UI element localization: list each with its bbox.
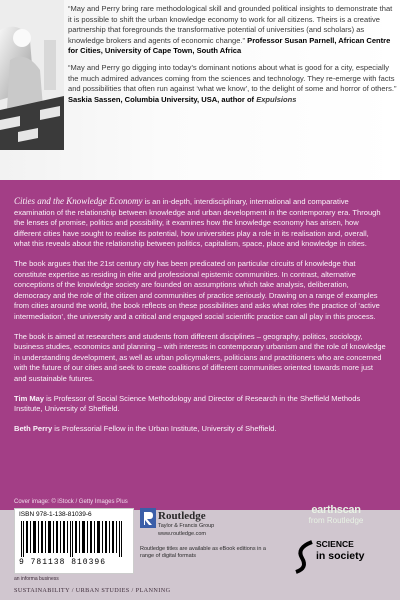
science-in-society-swirl-icon	[292, 540, 316, 574]
publisher-url: www.routledge.com	[158, 531, 206, 537]
barcode-number: 9 781138 810396	[19, 558, 107, 567]
earthscan-name: earthscan	[311, 504, 361, 516]
science-in-society-logo	[292, 538, 392, 578]
author-bio-1	[14, 394, 386, 415]
barcode	[14, 508, 134, 574]
book-title: Cities and the Knowledge Economy	[14, 196, 143, 206]
routledge-logo-icon	[140, 508, 156, 528]
barcode-bars	[19, 521, 129, 557]
cover-image-credit: Cover image: © iStock / Getty Images Plus	[14, 499, 128, 505]
testimonial-2-text: “May and Perry go digging into today’s dominant notions about what is good for a city, especially the much admired advances coming from the sciences and technology. They re-emerge with facts and possibilities that often run against ‘what we know’, to the delight of some and horror of others.”	[68, 62, 397, 94]
description-p1-text: is an in-depth, interdisciplinary, international and comparative examination of the relationship between knowledge and urban development in the contemporary era. Through the lenses of promise, politics and possibility, it examines how the knowledge economy has arisen, how different cities have sought to realise its potential, how universities play a role in its realisation and, overall, what this reveals about the relationship between politics, capitalism, space, place and knowledge in cities.	[14, 197, 381, 249]
author-bio-2-text: is Professorial Fellow in the Urban Institute, University of Sheffield.	[52, 423, 277, 433]
testimonial-1-attribution: Professor Susan Parnell, African Centre for Cities, University of Cape Town, South Africa	[68, 35, 391, 56]
author-name-1: Tim May	[14, 393, 45, 403]
ebook-note: Routledge titles are available as eBook editions in a range of digital formats	[140, 546, 266, 559]
author-bio-1-text: is Professor of Social Science Methodology and Director of Research in the Sheffield Methods Institute, University of Sheffield.	[14, 393, 361, 414]
earthscan-logo	[290, 504, 382, 525]
book-description	[14, 196, 386, 443]
informa-tagline: an informa business	[14, 576, 59, 582]
description-paragraph-3: The book is aimed at researchers and students from different disciplines – geography, politics, sociology, business studies, economics and planning – with interests in contemporary urbanism and the role of knowledge in understanding development, as well as urban policymakers, politicians and practitioners who are concerned with the future of our cities and seek to create coalitions of different communities oriented towards more just and sustainable futures.	[14, 331, 386, 383]
testimonial-1	[68, 4, 398, 57]
chess-pieces-image	[0, 0, 64, 150]
testimonial-2-attribution: Saskia Sassen, Columbia University, USA, author of	[68, 94, 255, 104]
description-paragraph-1	[14, 196, 386, 250]
testimonial-2	[68, 63, 398, 105]
isbn-label: ISBN 978-1-138-81039-6	[19, 511, 92, 518]
testimonial-2-book: Expulsions	[256, 94, 297, 104]
subject-categories: SUSTAINABILITY / URBAN STUDIES / PLANNING	[14, 587, 171, 594]
science-in-society-line2: in society	[316, 550, 365, 562]
author-name-2: Beth Perry	[14, 423, 53, 433]
author-bio-2	[14, 424, 386, 435]
publisher-name: Routledge	[158, 510, 206, 522]
science-in-society-line1: SCIENCE	[316, 539, 354, 549]
earthscan-from: from Routledge	[308, 516, 364, 525]
testimonial-1-text: “May and Perry bring rare methodological skill and grounded political insights to demonstrate that it is possible to shift the urban knowledge economy to work for all citizens. Theirs is a creative partnership that foregrounds the transformative potential of universities (and scholars) as knowledge brokers and agents of economic change.”	[68, 4, 393, 45]
publisher-subtitle: Taylor & Francis Group	[158, 523, 215, 529]
description-paragraph-2: The book argues that the 21st century city has been predicated on particular circuits of knowledge that constitute expertise as residing in elite and professional epistemic communities. In contrast, alternative conceptions of the knowledge society are founded on assumptions which take analysis, deliberation, democracy and the role of the citizen and communities of practice seriously. Drawing on a range of examples from cities around the world, the book reflects on these possibilities and asks what roles the practice of ‘active intermediation’, the university and a critical and engaged social scientific practice can all play in this process.	[14, 258, 380, 321]
testimonials-panel	[0, 0, 400, 180]
